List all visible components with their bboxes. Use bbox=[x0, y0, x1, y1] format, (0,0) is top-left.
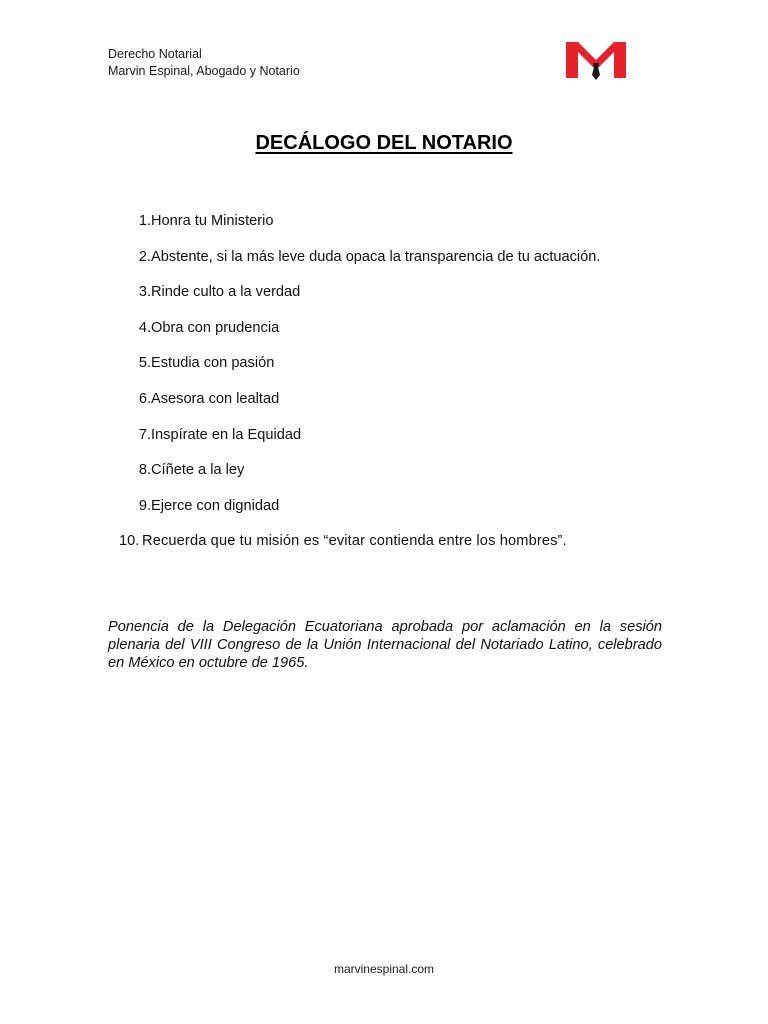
list-item-text: Obra con prudencia bbox=[151, 319, 280, 336]
decalogue-list bbox=[108, 211, 668, 567]
list-item-text: Rinde culto a la verdad bbox=[151, 284, 301, 301]
list-item bbox=[108, 211, 668, 247]
document-title bbox=[0, 130, 768, 156]
list-item bbox=[108, 460, 668, 496]
list-item-text: Asesora con lealtad bbox=[151, 390, 280, 407]
list-item-number: 5. bbox=[138, 355, 151, 372]
list-item-number: 1. bbox=[138, 213, 151, 229]
list-item-text: Cíñete a la ley bbox=[151, 462, 245, 479]
document-title-text: DECÁLOGO DEL NOTARIO bbox=[255, 132, 513, 154]
list-item-text: Estudia con pasión bbox=[151, 355, 275, 372]
list-item-text: Recuerda que tu misión es “evitar contienda entre los hombres”. bbox=[142, 533, 567, 550]
list-item-text: Honra tu Ministerio bbox=[151, 213, 274, 229]
list-item bbox=[108, 247, 668, 283]
logo-tie-knot bbox=[593, 63, 599, 67]
list-item-text: Abstente, si la más leve duda opaca la transparencia de tu actuación. bbox=[151, 248, 601, 265]
list-item-number: 4. bbox=[138, 319, 151, 336]
list-item-number: 8. bbox=[138, 462, 151, 479]
list-item bbox=[108, 389, 668, 425]
list-item-text: Ejerce con dignidad bbox=[151, 497, 280, 514]
logo-left-stroke bbox=[566, 42, 596, 78]
logo-tie-blade bbox=[592, 67, 600, 80]
source-note: Ponencia de la Delegación Ecuatoriana aprobada por aclamación en la sesión plenaria del VIII Congreso de la Unión Internacional del Notariado Latino, celebrado en México en octubre de 1965. bbox=[108, 618, 662, 672]
header-author: Marvin Espinal, Abogado y Notario bbox=[108, 64, 300, 78]
list-item-number: 2. bbox=[138, 248, 151, 265]
list-item bbox=[108, 531, 668, 567]
list-item-number: 9. bbox=[138, 497, 151, 514]
footer-website: marvinespinal.com bbox=[333, 962, 435, 976]
list-item-number: 7. bbox=[138, 426, 151, 443]
list-item-text: Inspírate en la Equidad bbox=[151, 426, 302, 443]
header-subject: Derecho Notarial bbox=[108, 47, 202, 61]
list-item bbox=[108, 282, 668, 318]
logo-right-stroke bbox=[596, 42, 626, 78]
list-item-number: 6. bbox=[138, 390, 151, 407]
list-item bbox=[108, 318, 668, 354]
m-monogram-icon bbox=[562, 40, 630, 80]
list-item-number: 3. bbox=[138, 284, 151, 301]
list-item bbox=[108, 425, 668, 461]
document-header bbox=[108, 46, 300, 80]
list-item bbox=[108, 353, 668, 389]
list-item bbox=[108, 496, 668, 532]
list-item-number: 10. bbox=[119, 533, 140, 550]
